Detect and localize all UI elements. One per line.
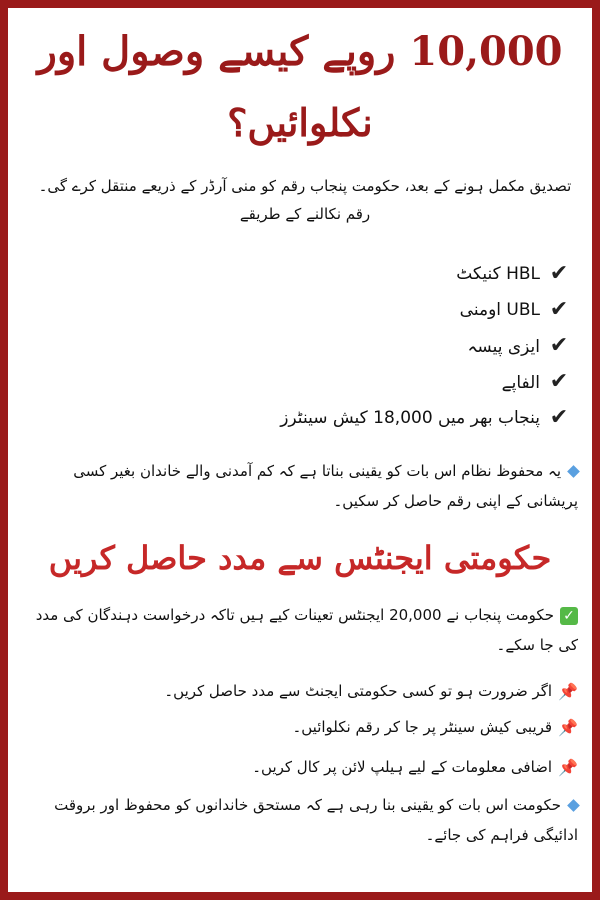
method-label: الفاپے: [501, 372, 540, 393]
pushpin-icon: 📌: [558, 681, 578, 701]
method-label: پنجاب بھر میں 18,000 کیش سینٹرز: [280, 408, 540, 428]
tip-item: [24, 752, 578, 783]
method-item: [50, 400, 570, 436]
pushpin-icon: 📌: [558, 717, 578, 737]
tip-text: اگر ضرورت ہو تو کسی حکومتی ایجنٹ سے مدد حاصل کریں۔: [164, 682, 553, 700]
section-subtitle: حکومتی ایجنٹس سے مدد حاصل کریں: [48, 539, 552, 577]
title-line-2: نکلوائیں؟: [227, 100, 373, 145]
intro-text: تصدیق مکمل ہونے کے بعد، حکومت پنجاب رقم کو منی آرڈر کے ذریعے منتقل کرے گی۔: [38, 177, 572, 195]
method-item: [50, 364, 570, 400]
safety-note: [24, 456, 578, 516]
closing-note-text: حکومت اس بات کو یقینی بنا رہی ہے کہ مستحق خاندانوں کو محفوظ اور بروقت ادائیگی فراہم کی جائے۔: [54, 796, 578, 844]
method-item: [50, 256, 570, 292]
check-mark-icon: ✔: [549, 261, 569, 286]
blue-diamond-icon: [567, 465, 580, 478]
tip-text: قریبی کیش سینٹر پر جا کر رقم نکلوائیں۔: [292, 718, 553, 736]
methods-heading: رقم نکالنے کے طریقے: [239, 205, 371, 223]
agents-note-text: حکومت پنجاب نے 20,000 ایجنٹس تعینات کیے ہیں تاکہ درخواست دہندگان کی مدد کی جا سکے۔: [35, 606, 578, 654]
methods-list: [50, 256, 570, 436]
check-mark-icon: ✔: [549, 297, 569, 322]
tip-item: [24, 676, 578, 707]
safety-note-text: یہ محفوظ نظام اس بات کو یقینی بناتا ہے کہ کم آمدنی والے خاندان بغیر کسی پریشانی کے اپنی رقم حاصل کر سکیں۔: [73, 462, 578, 510]
blue-diamond-icon: [567, 799, 580, 812]
method-label: ایزی پیسہ: [467, 336, 540, 357]
agents-note: [24, 600, 578, 660]
method-label: UBL اومنی: [459, 300, 540, 320]
green-check-box-icon: ✓: [560, 607, 578, 625]
pushpin-icon: 📌: [558, 757, 578, 777]
check-mark-icon: ✔: [549, 405, 569, 430]
closing-note: [24, 790, 578, 850]
method-item: [50, 328, 570, 364]
tip-item: [24, 712, 578, 743]
check-mark-icon: ✔: [549, 333, 569, 358]
check-mark-icon: ✔: [549, 369, 569, 394]
tip-text: اضافی معلومات کے لیے ہیلپ لائن پر کال کریں۔: [252, 758, 553, 776]
title-line-1: 10,000 روپے کیسے وصول اور: [37, 28, 563, 75]
method-label: HBL کنیکٹ: [456, 264, 540, 284]
method-item: [50, 292, 570, 328]
